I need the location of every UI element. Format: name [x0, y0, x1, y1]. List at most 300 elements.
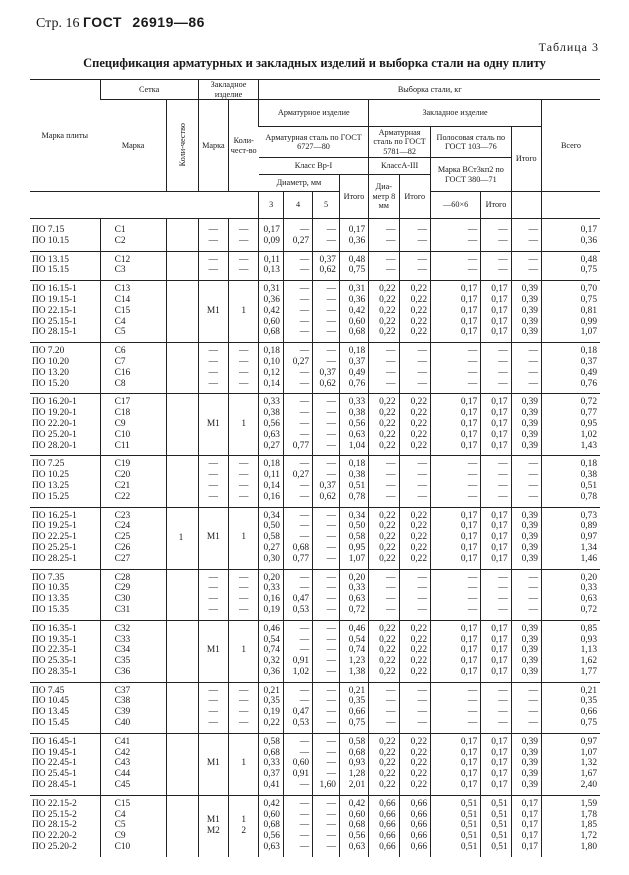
mesh-mark-value: С35 [114, 656, 131, 667]
total1-value: 0,93 [348, 758, 366, 769]
strip-value: 0,17 [460, 758, 478, 769]
d5-value: — [326, 645, 336, 656]
d8-cell [369, 251, 399, 281]
d5-value: 0,37 [319, 367, 336, 378]
emb-mark-cell [198, 281, 228, 343]
total3-value: 0,51 [491, 842, 508, 853]
total3-value: — [498, 459, 508, 470]
total1-value: 0,75 [348, 718, 366, 729]
emb-mark-value: — [208, 685, 219, 696]
mesh-mark-value: С10 [114, 842, 131, 853]
emb-mark-value: — [208, 707, 219, 718]
d5-value: — [326, 656, 336, 667]
total1-value: 0,76 [348, 378, 366, 389]
mesh-qty-cell [167, 219, 199, 252]
d3-value: 0,58 [263, 532, 280, 543]
d3-value: 0,68 [263, 327, 280, 338]
header-diameter: Диаметр, мм [259, 175, 340, 192]
plate-mark-value: ПО 15.45 [32, 718, 69, 729]
d8-cell [369, 620, 399, 682]
total4-value: 0,39 [521, 736, 538, 747]
total4-value: 0,17 [521, 809, 538, 820]
total2-value: 0,22 [410, 510, 428, 521]
d5-value: 0,37 [319, 480, 336, 491]
header-grade-vst-text: Марка ВСт3кп2 по ГОСТ 380—71 [437, 165, 504, 184]
plate-mark-cell [30, 394, 100, 456]
d4-value: — [299, 327, 310, 338]
d4-value: — [299, 294, 310, 305]
d8-value: 0,22 [379, 305, 396, 316]
mesh-mark-value: С5 [114, 820, 126, 831]
total2-cell [399, 620, 431, 682]
total4-value: — [528, 491, 538, 502]
strip-cell [431, 682, 481, 733]
plate-mark-value: ПО 28.45-1 [32, 780, 77, 791]
total2-value: — [417, 572, 428, 583]
plate-mark-value: ПО 25.20-2 [32, 842, 77, 853]
total2-value: — [417, 378, 428, 389]
grand-total-value: 0,77 [580, 408, 597, 419]
total1-value: 0,17 [348, 225, 366, 235]
total2-value: — [417, 225, 428, 235]
total2-cell [399, 569, 431, 620]
total2-value: 0,22 [410, 327, 428, 338]
d3-value: 0,35 [263, 696, 280, 707]
d3-value: 0,27 [263, 440, 280, 451]
total4-value: — [528, 265, 538, 276]
d4-value: — [299, 418, 310, 429]
total3-value: 0,17 [491, 553, 508, 564]
total2-value: 0,22 [410, 408, 428, 419]
total1-value: 1,28 [348, 769, 366, 780]
emb-qty-cell [229, 733, 259, 795]
emb-mark-cell [198, 569, 228, 620]
d5-value: — [326, 327, 336, 338]
mesh-qty-cell [167, 456, 199, 507]
d3-value: 0,41 [263, 780, 280, 791]
mesh-mark-value: С28 [114, 572, 131, 583]
d3-value: 0,50 [263, 521, 280, 532]
plate-mark-value: ПО 25.35-1 [32, 656, 77, 667]
total1-value: 0,68 [348, 820, 366, 831]
d3-value: 0,46 [263, 623, 280, 634]
d5-value: — [326, 532, 336, 543]
mesh-mark-value: С37 [114, 685, 131, 696]
d5-value: — [326, 408, 336, 419]
total4-value: 0,39 [521, 316, 538, 327]
d4-value: — [299, 780, 310, 791]
total1-value: 0,42 [348, 305, 366, 316]
d8-value: 0,22 [379, 553, 396, 564]
emb-qty-cell [229, 795, 259, 856]
emb-qty-cell [229, 569, 259, 620]
d5-cell [313, 507, 340, 569]
d4-value: — [299, 696, 310, 707]
d5-value: 0,62 [319, 265, 336, 276]
total1-cell [339, 507, 368, 569]
plate-mark-value: ПО 22.35-1 [32, 645, 77, 656]
total4-value: 0,39 [521, 305, 538, 316]
total1-cell [339, 682, 368, 733]
total2-value: 0,22 [410, 316, 428, 327]
strip-value: 0,17 [460, 623, 478, 634]
total2-value: 0,66 [410, 820, 428, 831]
d4-value: — [299, 736, 310, 747]
d5-value: — [326, 696, 336, 707]
total2-value: 0,22 [410, 305, 428, 316]
d5-value: — [326, 572, 336, 583]
mesh-mark-value: С43 [114, 758, 131, 769]
d3-value: 0,36 [263, 294, 280, 305]
total4-value: 0,39 [521, 532, 538, 543]
strip-value: — [467, 265, 478, 276]
total2-cell [399, 251, 431, 281]
grand-total-value: 0,38 [580, 470, 597, 481]
total2-cell [399, 733, 431, 795]
d8-value: — [386, 254, 396, 265]
plate-mark-value: ПО 13.35 [32, 594, 69, 605]
d3-value: 0,20 [263, 572, 280, 583]
emb-qty-value: 2 [241, 825, 247, 836]
mesh-mark-value: С15 [114, 305, 131, 316]
mesh-mark-value: С8 [114, 378, 126, 389]
d4-value: — [299, 747, 310, 758]
total2-value: 0,22 [410, 521, 428, 532]
total1-value: 0,49 [348, 367, 366, 378]
total2-value: — [417, 367, 428, 378]
d4-cell [283, 569, 312, 620]
mesh-mark-cell [100, 251, 167, 281]
d8-value: 0,22 [379, 666, 396, 677]
d8-value: 0,22 [379, 429, 396, 440]
total2-value: 0,66 [410, 798, 428, 809]
d4-value: — [299, 831, 310, 842]
emb-mark-value: — [208, 254, 219, 265]
total4-value: 0,39 [521, 780, 538, 791]
emb-qty-value: — [239, 491, 249, 502]
total3-value: — [498, 696, 508, 707]
strip-value: 0,51 [460, 842, 478, 853]
d3-cell [259, 343, 284, 394]
plate-mark-value: ПО 28.20-1 [32, 440, 77, 451]
total4-value: — [528, 685, 538, 696]
plate-mark-cell [30, 569, 100, 620]
total3-value: 0,17 [491, 747, 508, 758]
mesh-mark-value: С41 [114, 736, 131, 747]
total1-value: 0,60 [348, 809, 366, 820]
plate-mark-value: ПО 10.20 [32, 356, 69, 367]
total4-value: 0,17 [521, 820, 538, 831]
total4-value: 0,39 [521, 656, 538, 667]
total1-cell [339, 394, 368, 456]
grand-total-value: 1,43 [580, 440, 597, 451]
header-total-3: Итого [481, 192, 511, 219]
total1-value: 0,36 [348, 235, 366, 246]
plate-mark-value: ПО 16.35-1 [32, 623, 77, 634]
emb-qty-value: — [239, 378, 249, 389]
strip-value: — [467, 685, 478, 696]
grand-total-value: 0,18 [580, 459, 597, 470]
d8-value: — [386, 572, 396, 583]
mesh-mark-value: С2 [114, 235, 126, 246]
d8-cell [369, 456, 399, 507]
total1-value: 0,74 [348, 645, 366, 656]
header-steel-sample: Выборка стали, кг [259, 80, 600, 100]
d8-value: — [386, 604, 396, 615]
grand-total-cell [541, 682, 600, 733]
total3-value: 0,17 [491, 758, 508, 769]
mesh-mark-value: С21 [114, 480, 131, 491]
strip-value: 0,51 [460, 809, 478, 820]
d3-value: 0,19 [263, 604, 280, 615]
mesh-qty-cell [167, 281, 199, 343]
d5-value: — [326, 459, 336, 470]
emb-mark-value: M1 [206, 532, 220, 543]
emb-qty-value: — [239, 718, 249, 729]
table-row-group [30, 620, 600, 682]
d4-cell [283, 219, 312, 252]
total1-value: 0,56 [348, 418, 366, 429]
mesh-mark-value: С9 [114, 418, 126, 429]
d4-value: — [299, 798, 310, 809]
total3-cell [481, 733, 511, 795]
header-d5: 5 [313, 192, 340, 219]
d4-cell [283, 281, 312, 343]
plate-mark-value: ПО 10.45 [32, 696, 69, 707]
total1-value: 0,50 [348, 521, 366, 532]
header-grand-total: Всего [541, 100, 600, 192]
plate-mark-value: ПО 22.15-1 [32, 305, 77, 316]
d8-value: — [386, 685, 396, 696]
d4-cell [283, 251, 312, 281]
emb-qty-value: — [239, 346, 249, 357]
total1-value: 0,68 [348, 327, 366, 338]
d5-value: — [326, 356, 336, 367]
d8-value: 0,22 [379, 294, 396, 305]
d3-value: 0,11 [263, 470, 280, 481]
plate-mark-value: ПО 22.25-1 [32, 532, 77, 543]
mesh-mark-cell [100, 569, 167, 620]
strip-value: — [467, 254, 478, 265]
d3-value: 0,68 [263, 820, 280, 831]
total2-value: — [417, 707, 428, 718]
emb-qty-value: 1 [241, 532, 247, 543]
emb-qty-value: 1 [241, 418, 247, 429]
grand-total-value: 1,78 [580, 809, 597, 820]
plate-mark-value: ПО 7.20 [32, 346, 65, 357]
total3-value: 0,17 [491, 521, 508, 532]
mesh-mark-cell [100, 394, 167, 456]
strip-value: 0,17 [460, 656, 478, 667]
strip-cell [431, 456, 481, 507]
d4-value: — [299, 316, 310, 327]
mesh-mark-value: С29 [114, 583, 131, 594]
total3-value: 0,17 [491, 429, 508, 440]
total1-value: 0,31 [348, 284, 366, 295]
strip-value: 0,17 [460, 510, 478, 521]
total2-value: — [417, 235, 428, 246]
strip-value: 0,17 [460, 521, 478, 532]
total2-value: — [417, 583, 428, 594]
total2-cell [399, 219, 431, 252]
total2-value: — [417, 480, 428, 491]
d4-value: — [299, 491, 310, 502]
strip-value: 0,17 [460, 634, 478, 645]
emb-qty-value: — [239, 572, 249, 583]
header-emb-qty: Коли-чест-во [229, 100, 259, 192]
plate-mark-cell [30, 507, 100, 569]
d3-value: 0,74 [263, 645, 280, 656]
grand-total-value: 0,89 [580, 521, 597, 532]
grand-total-cell [541, 456, 600, 507]
d5-value: — [326, 820, 336, 831]
d5-value: — [326, 316, 336, 327]
grand-total-value: 0,37 [580, 356, 597, 367]
emb-mark-cell [198, 795, 228, 856]
d8-value: 0,22 [379, 542, 396, 553]
d5-value: — [326, 842, 336, 853]
d5-value: — [326, 583, 336, 594]
d3-value: 0,21 [263, 685, 280, 696]
d4-value: — [299, 265, 310, 276]
d8-value: — [386, 470, 396, 481]
strip-cell [431, 219, 481, 252]
total4-value: — [528, 696, 538, 707]
total1-value: 0,95 [348, 542, 366, 553]
emb-qty-value: — [239, 696, 249, 707]
d5-value: — [326, 685, 336, 696]
plate-mark-cell [30, 281, 100, 343]
d3-value: 0,30 [263, 553, 280, 564]
total3-cell [481, 343, 511, 394]
grand-total-value: 1,62 [580, 656, 597, 667]
total4-cell [511, 507, 541, 569]
emb-qty-cell [229, 343, 259, 394]
mesh-mark-value: С11 [114, 440, 130, 451]
emb-mark-value: — [208, 367, 219, 378]
mesh-mark-value: С39 [114, 707, 131, 718]
total1-value: 0,58 [348, 736, 366, 747]
strip-value: 0,17 [460, 645, 478, 656]
mesh-mark-cell [100, 281, 167, 343]
table-row-group [30, 394, 600, 456]
emb-qty-value: 1 [241, 305, 247, 316]
total3-value: — [498, 572, 508, 583]
strip-cell [431, 343, 481, 394]
d8-value: — [386, 594, 396, 605]
grand-total-value: 1,13 [580, 645, 597, 656]
d3-value: 0,22 [263, 718, 280, 729]
emb-mark-value: — [208, 583, 219, 594]
plate-mark-value: ПО 16.45-1 [32, 736, 77, 747]
d8-value: 0,22 [379, 769, 396, 780]
table-row-group [30, 733, 600, 795]
d4-value: 0,91 [292, 769, 310, 780]
d5-value: — [326, 604, 336, 615]
emb-qty-value: — [239, 707, 249, 718]
total2-value: — [417, 356, 428, 367]
d4-value: — [299, 572, 310, 583]
mesh-mark-value: С16 [114, 367, 131, 378]
header-reinf-steel: Арматурная сталь по ГОСТ 6727—80 [259, 127, 369, 158]
total2-value: 0,22 [410, 747, 428, 758]
emb-mark-value: — [208, 718, 219, 729]
d5-value: — [326, 747, 336, 758]
mesh-mark-value: С40 [114, 718, 131, 729]
plate-mark-value: ПО 7.15 [32, 225, 65, 235]
emb-mark-value: M1 [206, 815, 220, 826]
d3-value: 0,36 [263, 666, 280, 677]
table-row-group [30, 507, 600, 569]
strip-value: 0,17 [460, 408, 478, 419]
total4-value: 0,39 [521, 769, 538, 780]
d8-value: — [386, 265, 396, 276]
d3-cell [259, 569, 284, 620]
total1-value: 0,48 [348, 254, 366, 265]
d3-value: 0,34 [263, 510, 280, 521]
plate-mark-value: ПО 7.35 [32, 572, 65, 583]
total3-value: 0,17 [491, 408, 508, 419]
total1-value: 0,78 [348, 491, 366, 502]
d5-cell [313, 795, 340, 856]
d5-value: — [326, 235, 336, 246]
grand-total-value: 1,32 [580, 758, 597, 769]
mesh-mark-value: С4 [114, 316, 126, 327]
total2-value: — [417, 696, 428, 707]
total2-value: — [417, 604, 428, 615]
strip-value: 0,17 [460, 397, 478, 408]
emb-qty-value: — [239, 265, 249, 276]
strip-cell [431, 394, 481, 456]
total1-value: 0,46 [348, 623, 366, 634]
d5-value: — [326, 809, 336, 820]
plate-mark-value: ПО 25.20-1 [32, 429, 77, 440]
d5-cell [313, 251, 340, 281]
plate-mark-value: ПО 10.25 [32, 470, 69, 481]
emb-qty-value: — [239, 459, 249, 470]
d3-cell [259, 219, 284, 252]
d8-value: — [386, 491, 396, 502]
emb-qty-value: — [239, 235, 249, 246]
strip-value: — [467, 378, 478, 389]
d5-value: — [326, 294, 336, 305]
d4-cell [283, 795, 312, 856]
grand-total-value: 0,35 [580, 696, 597, 707]
plate-mark-value: ПО 22.15-2 [32, 798, 77, 809]
plate-mark-value: ПО 10.15 [32, 235, 69, 246]
total1-value: 0,34 [348, 510, 366, 521]
mesh-qty-cell [167, 507, 199, 569]
d3-value: 0,60 [263, 316, 280, 327]
strip-value: — [467, 491, 478, 502]
total3-value: 0,51 [491, 820, 508, 831]
strip-cell [431, 569, 481, 620]
strip-value: — [467, 235, 478, 246]
total4-value: — [528, 225, 538, 235]
d4-value: 0,91 [292, 656, 310, 667]
mesh-mark-value: С10 [114, 429, 131, 440]
emb-mark-value: — [208, 265, 219, 276]
total4-value: 0,17 [521, 798, 538, 809]
d8-cell [369, 795, 399, 856]
d3-value: 0,12 [263, 367, 280, 378]
strip-value: 0,17 [460, 532, 478, 543]
d5-value: — [326, 470, 336, 481]
d8-value: 0,22 [379, 532, 396, 543]
d4-value: — [299, 634, 310, 645]
total2-cell [399, 507, 431, 569]
mesh-mark-value: С14 [114, 294, 131, 305]
